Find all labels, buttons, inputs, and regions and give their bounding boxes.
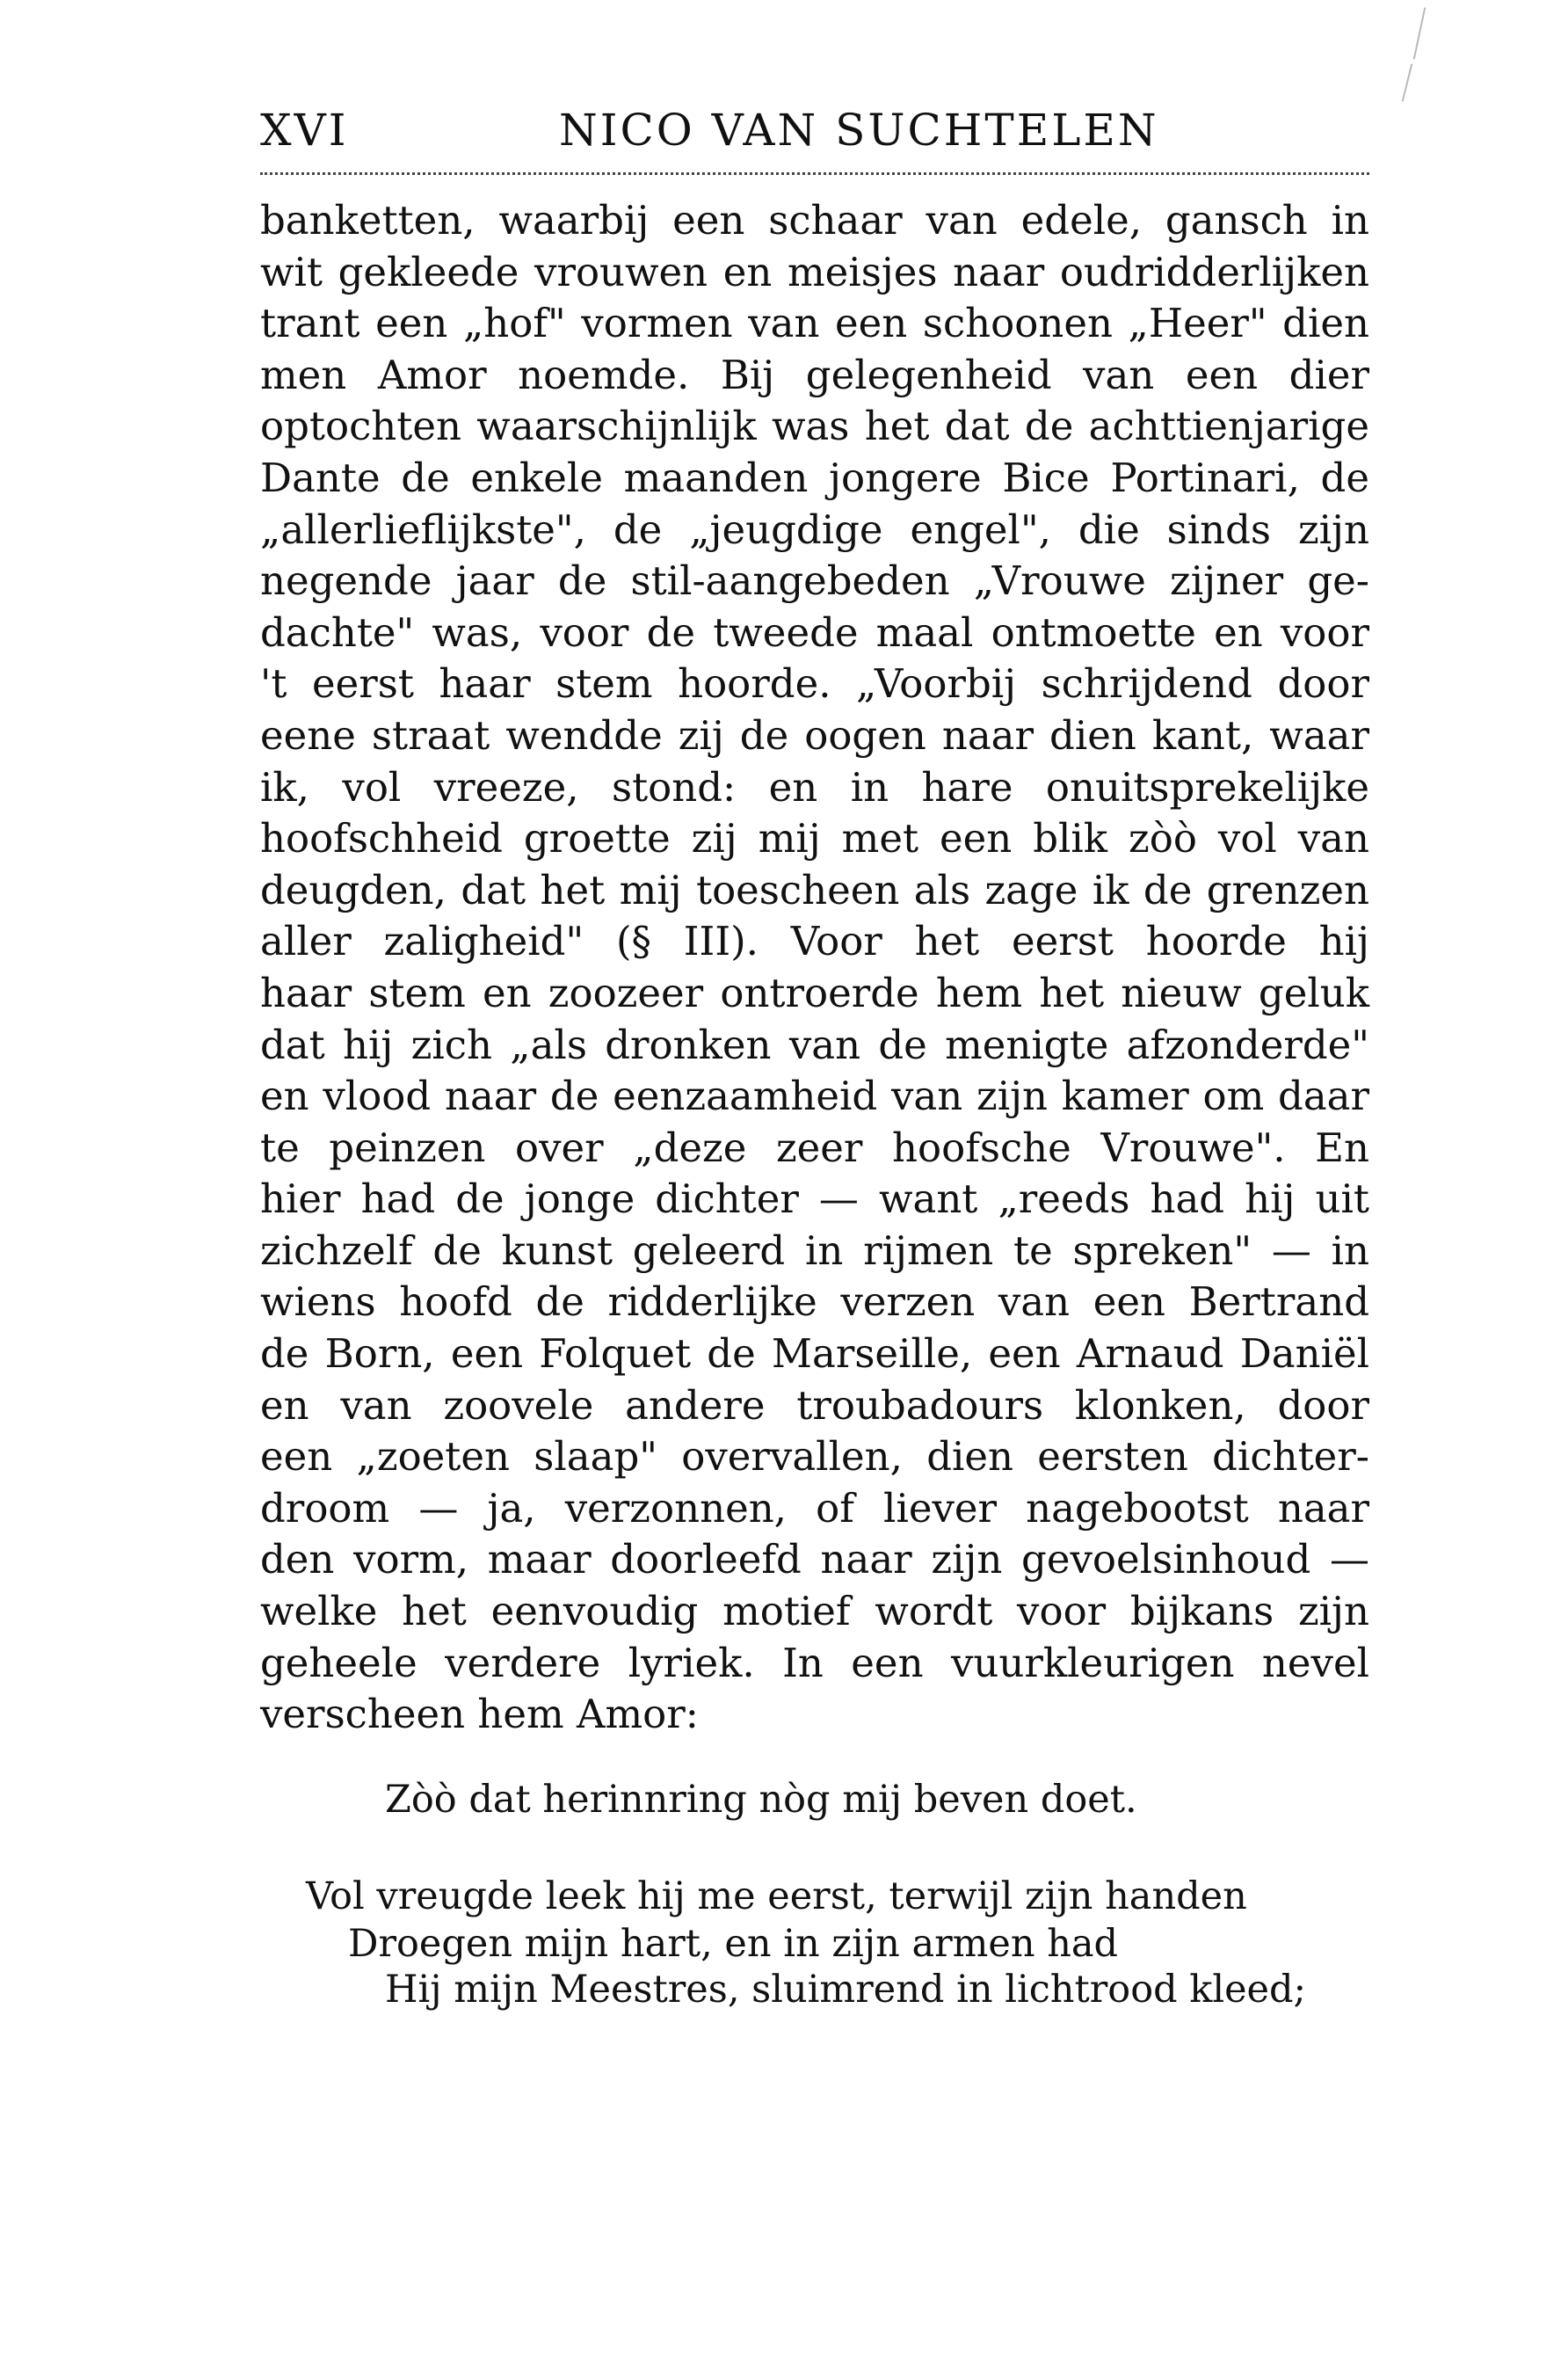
text-line: te peinzen over „deze zeer hoofsche Vrouwe". En [260,1124,1369,1171]
text-line: aller zaligheid" (§ III). Voor het eerst hoorde hij [260,918,1369,965]
text-line: optochten waarschijnlijk was het dat de achttienjarige [260,403,1369,450]
scan-mark [1402,63,1413,101]
text-line: dachte" was, voor de tweede maal ontmoette en voor [260,608,1369,656]
text-line: trant een „hof" vormen van een schoonen „Heer" dien [260,300,1369,347]
text-line: een „zoeten slaap" overvallen, dien eersten dichter- [260,1433,1369,1481]
verse-line: Vol vreugde leek hij me eerst, terwijl zijn handen [306,1874,1247,1918]
text-line: de Born, een Folquet de Marseille, een Arnaud Daniël [260,1330,1369,1378]
text-line: „allerlieflijkste", de „jeugdige engel", die sinds zijn [260,506,1369,553]
text-line: banketten, waarbij een schaar van edele, gansch in [260,197,1369,244]
text-line: en vlood naar de eenzaamheid van zijn kamer om daar [260,1073,1369,1120]
text-line: welke het eenvoudig motief wordt voor bijkans zijn [260,1588,1369,1635]
text-line: negende jaar de stil-aangebeden „Vrouwe zijner ge- [260,557,1369,605]
text-line: hoofschheid groette zij mij met een blik zòò vol van [260,815,1369,862]
text-line: zichzelf de kunst geleerd in rijmen te spreken" — in [260,1226,1369,1274]
text-line: eene straat wendde zij de oogen naar dien kant, waar [260,711,1369,759]
text-line: ik, vol vreeze, stond: en in hare onuitsprekelijke [260,763,1369,811]
text-line: droom — ja, verzonnen, of liever nagebootst naar [260,1484,1369,1532]
text-line: Dante de enkele maanden jongere Bice Portinari, de [260,454,1369,501]
running-head [260,95,1368,165]
verse-line: Droegen mijn hart, en in zijn armen had [348,1922,1119,1966]
text-line: verscheen hem Amor: [260,1691,699,1738]
page-number: XVI [260,105,349,156]
verse-line: Zòò dat herinnring nòg mij beven doet. [385,1778,1137,1822]
prose-block [260,195,1369,1741]
text-line: haar stem en zoozeer ontroerde hem het nieuw geluk [260,969,1369,1016]
header-rule [260,172,1369,175]
text-line: den vorm, maar doorleefd naar zijn gevoelsinhoud — [260,1536,1369,1583]
verse-line: Hij mijn Meestres, sluimrend in lichtrood kleed; [385,1968,1306,2012]
running-title: NICO VAN SUCHTELEN [559,105,1159,156]
text-line: wiens hoofd de ridderlijke verzen van een Bertrand [260,1278,1369,1326]
scan-mark [1413,7,1426,59]
text-line: 't eerst haar stem hoorde. „Voorbij schrijdend door [260,660,1369,708]
text-line: geheele verdere lyriek. In een vuurkleurigen nevel [260,1639,1369,1686]
text-line: dat hij zich „als dronken van de menigte afzonderde" [260,1021,1369,1068]
text-line: wit gekleede vrouwen en meisjes naar oudridderlijken [260,248,1369,295]
text-line: hier had de jonge dichter — want „reeds had hij uit [260,1175,1369,1223]
text-line: deugden, dat het mij toescheen als zage ik de grenzen [260,866,1369,913]
text-line: en van zoovele andere troubadours klonken, door [260,1381,1369,1429]
text-line: men Amor noemde. Bij gelegenheid van een dier [260,351,1369,398]
